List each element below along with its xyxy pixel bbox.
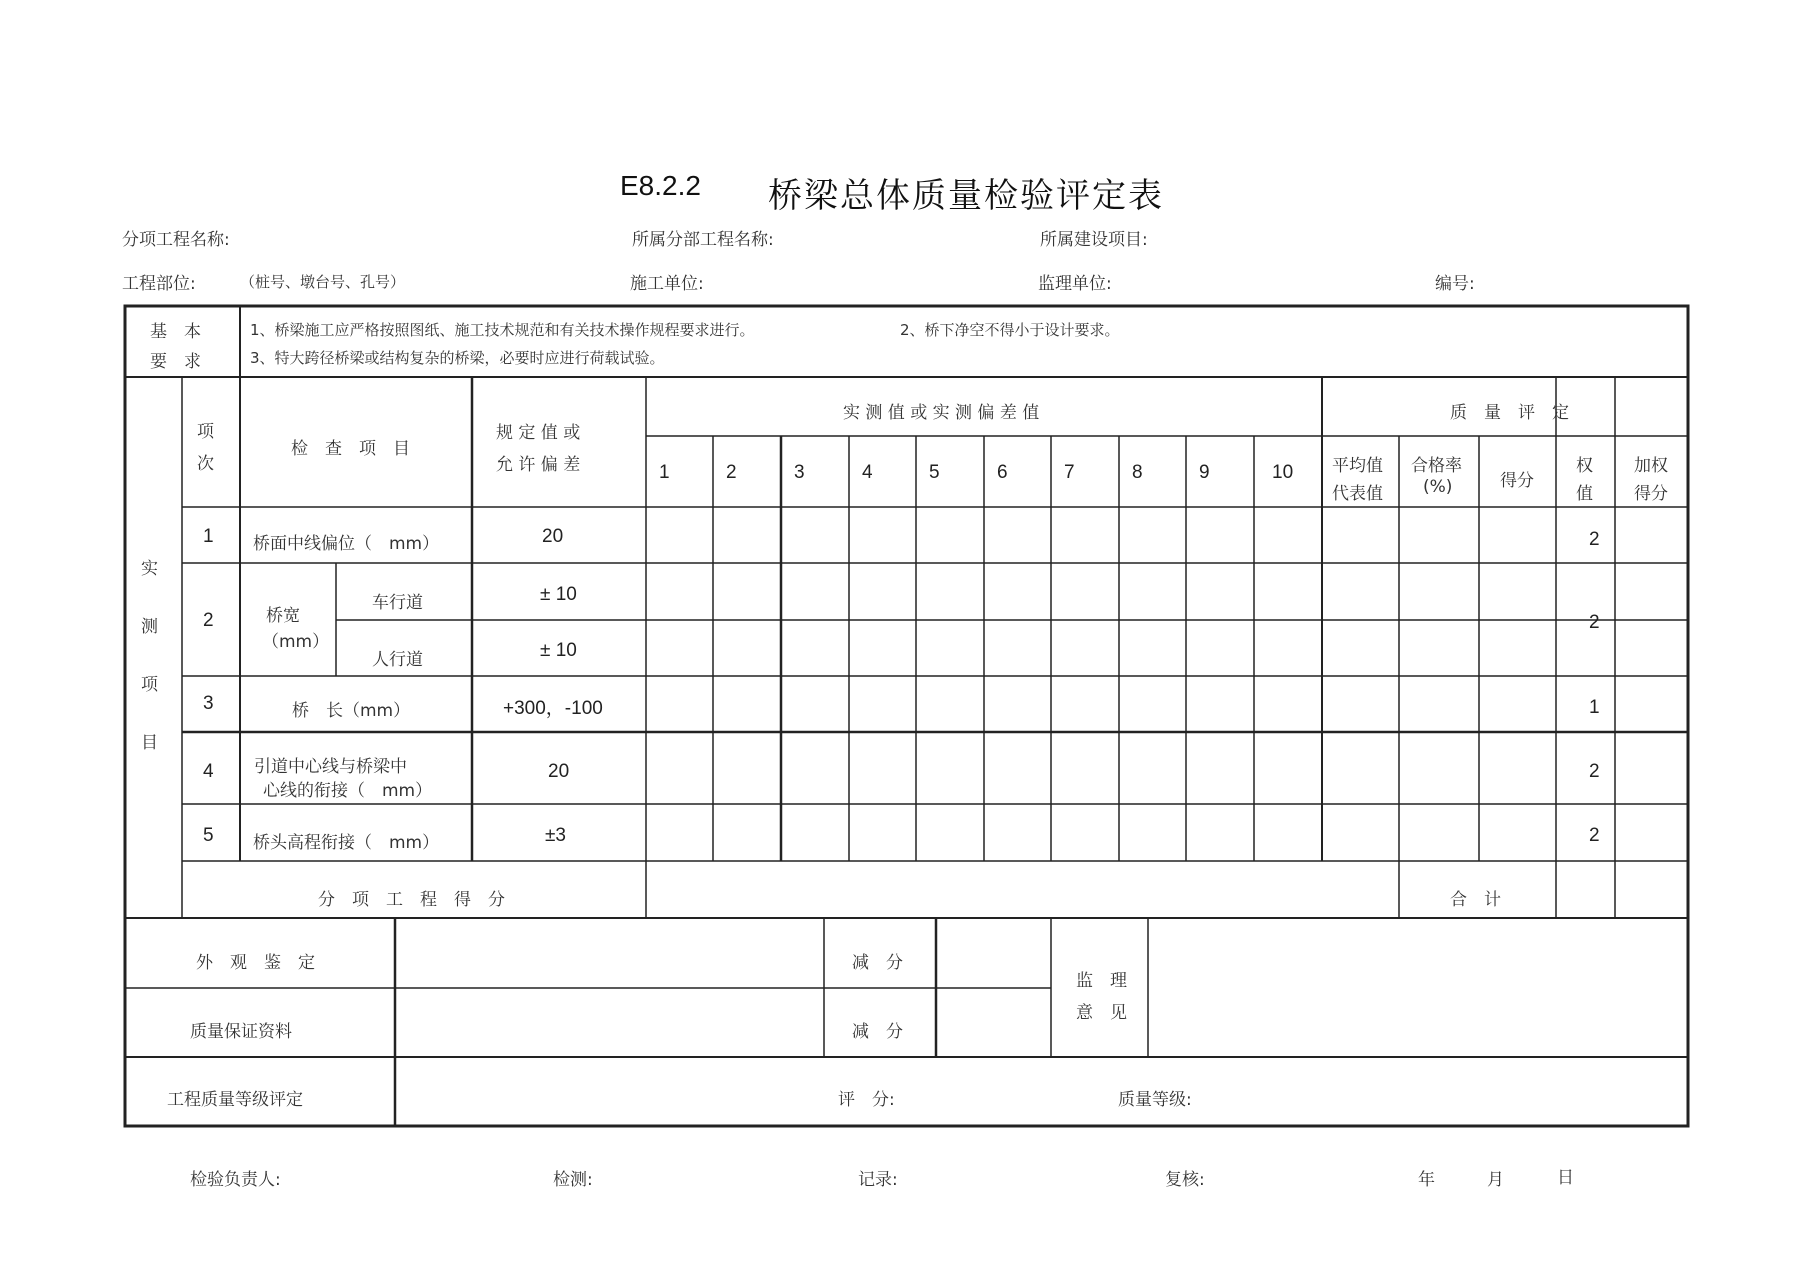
row-5-no: 5 [203,825,214,846]
spec-header-2: 允 许 偏 差 [496,455,581,475]
measure-col-4: 4 [862,462,873,483]
grade-label: 工程质量等级评定 [167,1090,303,1110]
pass-rate-header-1: 合格率 [1411,456,1462,476]
grade-level-label: 质量等级: [1118,1090,1192,1110]
side-label-1: 实 [141,559,158,579]
measure-col-7: 7 [1064,462,1075,483]
measure-col-10: 10 [1272,462,1294,483]
row-2-item-2: （mm） [262,632,330,652]
side-label-4: 目 [141,733,158,753]
month-label: 月 [1487,1170,1504,1190]
spec-header-1: 规 定 值 或 [496,423,581,443]
basic-req-label-1: 基 本 [150,322,201,342]
inspector-label: 检验负责人: [190,1170,281,1190]
weight-header-1: 权 [1576,456,1593,476]
measure-col-2: 2 [726,462,737,483]
row-2-sub-2: 人行道 [372,650,423,670]
row-2-no: 2 [203,610,214,631]
requirement-3: 3、特大跨径桥梁或结构复杂的桥梁，必要时应进行荷载试验。 [250,349,665,367]
measure-col-6: 6 [997,462,1008,483]
supervisor-opinion-1: 监 理 [1076,971,1127,991]
sub-item-name-label: 分项工程名称: [122,230,230,250]
row-5-item: 桥头高程衔接（ mm） [253,833,440,853]
check-item-header: 检 查 项 目 [291,439,410,459]
row-5-spec: ±3 [545,825,566,846]
row-3-no: 3 [203,693,214,714]
form-code: E8.2.2 [620,170,701,201]
measure-col-1: 1 [659,462,670,483]
contractor-label: 施工单位: [630,274,704,294]
row-4-item-2: 心线的衔接（ mm） [263,781,433,801]
measure-col-5: 5 [929,462,940,483]
record-label: 记录: [858,1170,898,1190]
supervisor-unit-label: 监理单位: [1038,274,1112,294]
row-1-no: 1 [203,526,214,547]
row-1-item: 桥面中线偏位（ mm） [253,534,440,554]
appearance-deduct-label: 减 分 [852,953,903,973]
avg-header-1: 平均值 [1332,456,1383,476]
side-label-2: 测 [141,617,158,637]
weighted-score-header-2: 得分 [1634,484,1668,504]
grade-score-label: 评 分: [838,1090,895,1110]
appearance-label: 外 观 鉴 定 [196,953,315,973]
measure-col-3: 3 [794,462,805,483]
weighted-score-header-1: 加权 [1634,456,1668,476]
row-3-item: 桥 长（mm） [292,701,411,721]
row-3-weight: 1 [1589,697,1600,718]
item-no-header-2: 次 [197,454,214,474]
row-4-no: 4 [203,761,214,782]
weight-header-2: 值 [1576,484,1593,504]
row-2-sub-1: 车行道 [372,593,423,613]
measure-col-9: 9 [1199,462,1210,483]
score-header: 得分 [1500,471,1534,491]
row-2-item-1: 桥宽 [266,606,300,626]
row-4-item-1: 引道中心线与桥梁中 [254,757,407,777]
quality-docs-label: 质量保证资料 [190,1022,292,1042]
requirement-1: 1、桥梁施工应严格按照图纸、施工技术规范和有关技术操作规程要求进行。 [250,321,755,339]
row-1-spec: 20 [542,526,564,547]
quality-header: 质 量 评 定 [1450,403,1569,423]
supervisor-opinion-2: 意 见 [1076,1003,1127,1023]
location-hint: （桩号、墩台号、孔号） [240,273,406,291]
item-no-header-1: 项 [197,422,214,442]
division-name-label: 所属分部工程名称: [632,230,774,250]
row-1-weight: 2 [1589,529,1600,550]
row-5-weight: 2 [1589,825,1600,846]
year-label: 年 [1418,1170,1435,1190]
row-4-weight: 2 [1589,761,1600,782]
sub-item-score-label: 分 项 工 程 得 分 [318,890,505,910]
pass-rate-header-2: (%) [1423,477,1453,497]
form-title: 桥梁总体质量检验评定表 [768,176,1164,216]
row-2-spec-2: ± 10 [540,640,577,661]
row-3-spec: +300，-100 [503,698,603,719]
avg-header-2: 代表值 [1332,484,1383,504]
measured-header: 实 测 值 或 实 测 偏 差 值 [843,403,1040,423]
measure-col-8: 8 [1132,462,1143,483]
quality-docs-deduct-label: 减 分 [852,1022,903,1042]
row-2-weight: 2 [1589,612,1600,633]
total-label: 合 计 [1450,890,1501,910]
requirement-2: 2、桥下净空不得小于设计要求。 [900,321,1120,339]
review-label: 复核: [1165,1170,1205,1190]
number-label: 编号: [1435,274,1475,294]
test-label: 检测: [553,1170,593,1190]
side-label-3: 项 [141,675,158,695]
day-label: 日 [1557,1168,1574,1188]
location-label: 工程部位: [122,274,196,294]
basic-req-label-2: 要 求 [150,352,201,372]
row-2-spec-1: ± 10 [540,584,577,605]
row-4-spec: 20 [548,761,570,782]
project-label: 所属建设项目: [1040,230,1148,250]
